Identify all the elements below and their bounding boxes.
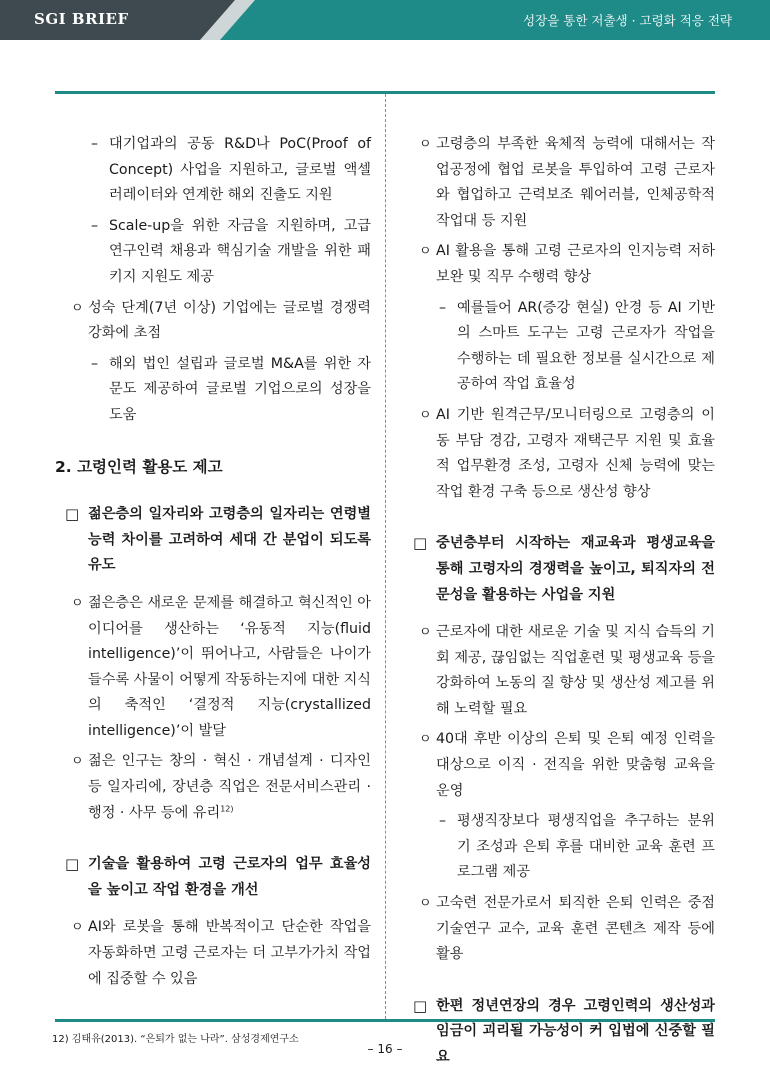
list-item <box>55 132 371 209</box>
brand-title: SGI BRIEF <box>34 10 129 28</box>
key-point <box>55 502 371 579</box>
list-item <box>55 591 371 745</box>
list-item-text: AI 기반 원격근무/모니터링으로 고령층의 이동 부담 경감, 고령자 재택근무 지원 및 효율적 업무환경 조성, 고령자 신체 능력에 맞는 작업 환경 구축 등으로 생산성 향상 <box>436 406 715 500</box>
header-topic-title: 성장을 통한 저출생 · 고령화 적응 전략 <box>523 13 732 28</box>
circle-marker: ㅇ <box>419 407 432 423</box>
list-item <box>55 749 371 826</box>
square-marker: □ <box>413 534 428 553</box>
list-item <box>55 296 371 347</box>
list-item-text: 젊은층은 새로운 문제를 해결하고 혁신적인 아이디어를 생산하는 ‘유동적 지능(fluid intelligence)’이 뛰어나고, 사람들은 나이가 들수록 사물이 어떻게 작동하는지에 대한 지식의 축적인 ‘결정적 지능(crystallized intelligence)’이 발달 <box>88 594 371 739</box>
circle-marker: ㅇ <box>71 300 84 316</box>
key-point-text: 한편 정년연장의 경우 고령인력의 생산성과 임금이 괴리될 가능성이 커 입법에 신중할 필요 <box>436 997 715 1065</box>
circle-marker: ㅇ <box>71 920 84 936</box>
list-item <box>55 214 371 291</box>
key-point <box>403 994 715 1071</box>
list-item <box>55 915 371 992</box>
list-item-text: 예를들어 AR(증강 현실) 안경 등 AI 기반의 스마트 도구는 고령 근로자가 작업을 수행하는 데 필요한 정보를 실시간으로 제공하여 작업 효율성 <box>457 299 715 393</box>
square-marker: □ <box>413 996 428 1015</box>
dash-marker: – <box>439 813 447 830</box>
circle-marker: ㅇ <box>419 137 432 152</box>
section-heading: 2. 고령인력 활용도 제고 <box>55 457 223 476</box>
circle-marker: ㅇ <box>71 754 84 770</box>
dash-marker: – <box>439 299 447 316</box>
list-item-text: 해외 법인 설립과 글로벌 M&A를 위한 자문도 제공하여 글로벌 기업으로의 성장을 도움 <box>109 355 371 423</box>
column-divider <box>385 94 386 1019</box>
right-column <box>403 132 715 1083</box>
dash-marker: – <box>91 355 99 372</box>
list-item <box>403 620 715 722</box>
page-number: – 16 – <box>367 1042 403 1056</box>
circle-marker: ㅇ <box>419 732 432 748</box>
list-item-text: 평생직장보다 평생직업을 추구하는 분위기 조성과 은퇴 후를 대비한 교육 훈련 프로그램 제공 <box>457 813 715 881</box>
circle-marker: ㅇ <box>419 244 432 260</box>
circle-marker: ㅇ <box>419 625 432 641</box>
key-point <box>403 531 715 608</box>
list-item <box>403 239 715 290</box>
key-point-text: 젊은층의 일자리와 고령층의 일자리는 연령별 능력 차이를 고려하여 세대 간 분업이 되도록 유도 <box>88 506 371 574</box>
left-column <box>55 132 371 997</box>
key-point-text: 중년층부터 시작하는 재교육과 평생교육을 통해 고령자의 경쟁력을 높이고, 퇴직자의 전문성을 활용하는 사업을 지원 <box>436 535 715 603</box>
list-item <box>403 132 715 234</box>
list-item-text: 고숙련 전문가로서 퇴직한 은퇴 인력은 중점기술연구 교수, 교육 훈련 콘텐츠 제작 등에 활용 <box>436 895 715 963</box>
list-item-text: 고령층의 부족한 육체적 능력에 대해서는 작업공정에 협업 로봇을 투입하여 고령 근로자와 협업하고 근력보조 웨어러블, 인체공학적 작업대 등 지원 <box>436 136 715 229</box>
list-item-text: AI와 로봇을 통해 반복적이고 단순한 작업을 자동화하면 고령 근로자는 더 고부가가치 작업에 집중할 수 있음 <box>88 919 371 987</box>
dash-marker: – <box>91 136 99 152</box>
list-item-text: Scale-up을 위한 자금을 지원하며, 고급 연구인력 채용과 핵심기술 개발을 위한 패키지 지원도 제공 <box>109 217 371 285</box>
footnote: 12) 김태유(2013). “은퇴가 없는 나라”. 삼성경제연구소 <box>52 1034 299 1045</box>
circle-marker: ㅇ <box>71 595 84 611</box>
square-marker: □ <box>65 505 80 524</box>
list-item-text: 성숙 단계(7년 이상) 기업에는 글로벌 경쟁력 강화에 초점 <box>88 299 371 342</box>
key-point <box>55 852 371 903</box>
footnote-reference[interactable]: 12) <box>220 803 234 813</box>
list-item-text: 근로자에 대한 새로운 기술 및 지식 습득의 기회 제공, 끊임없는 직업훈련 및 평생교육 등을 강화하여 노동의 질 향상 및 생산성 제고를 위해 노력할 필요 <box>436 624 715 717</box>
list-item-text: 40대 후반 이상의 은퇴 및 은퇴 예정 인력을 대상으로 이직 · 전직을 위한 맞춤형 교육을 운영 <box>436 731 715 799</box>
list-item <box>403 403 715 505</box>
circle-marker: ㅇ <box>419 896 432 912</box>
dash-marker: – <box>91 217 99 234</box>
list-item-text-body: 젊은 인구는 창의 · 혁신 · 개념설계 · 디자인 등 일자리에, 장년층 직업은 전문서비스관리 · 행정 · 사무 등에 유리 <box>88 753 371 821</box>
list-item <box>403 727 715 804</box>
page-header <box>0 0 770 40</box>
list-item-text <box>88 749 371 826</box>
square-marker: □ <box>65 855 80 874</box>
list-item-text: 대기업과의 공동 R&D나 PoC(Proof of Concept) 사업을 지원하고, 글로벌 액셀러레이터와 연계한 해외 진출도 지원 <box>109 136 371 204</box>
bottom-rule <box>55 1019 715 1022</box>
list-item <box>55 352 371 429</box>
key-point-text: 기술을 활용하여 고령 근로자의 업무 효율성을 높이고 작업 환경을 개선 <box>88 856 371 898</box>
list-item <box>403 296 715 398</box>
list-item-text: AI 활용을 통해 고령 근로자의 인지능력 저하 보완 및 직무 수행력 향상 <box>436 243 715 285</box>
list-item <box>403 809 715 886</box>
list-item <box>403 891 715 968</box>
